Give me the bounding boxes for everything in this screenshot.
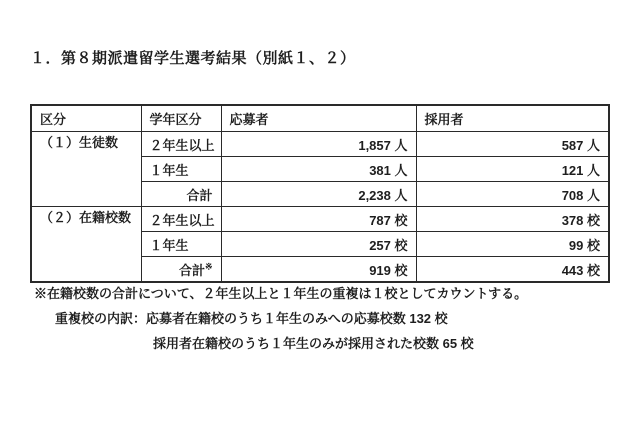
applicants-cell: 1,857 人 [221, 132, 416, 157]
total-cell: 合計 [141, 182, 221, 207]
accepted-cell: 443 校 [416, 257, 609, 283]
grade-cell: １年生 [141, 157, 221, 182]
applicants-cell: 381 人 [221, 157, 416, 182]
section1-label: （１）生徒数 [31, 132, 141, 207]
total-cell [141, 257, 221, 283]
applicants-cell: 787 校 [221, 207, 416, 232]
col-header-category: 区分 [31, 105, 141, 132]
footnotes [30, 281, 527, 356]
table-header-row [31, 105, 609, 132]
accepted-cell: 121 人 [416, 157, 609, 182]
accepted-cell: 378 校 [416, 207, 609, 232]
col-header-accepted: 採用者 [416, 105, 609, 132]
results-table [30, 104, 610, 283]
accepted-cell: 708 人 [416, 182, 609, 207]
footnote-line-2: 重複校の内訳：応募者在籍校のうち１年生のみへの応募校数 132 校 [55, 311, 448, 326]
page-title: １．第８期派遣留学生選考結果（別紙１、２） [30, 50, 356, 67]
footnote-line-3: 採用者在籍校のうち１年生のみが採用された校数 65 校 [153, 336, 474, 351]
footnote-reference-mark: ※ [204, 261, 213, 272]
footnote-line-1: ※在籍校数の合計について、２年生以上と１年生の重複は１校としてカウントする。 [34, 286, 528, 301]
col-header-applicants: 応募者 [221, 105, 416, 132]
col-header-grade: 学年区分 [141, 105, 221, 132]
accepted-cell: 99 校 [416, 232, 609, 257]
total-label: 合計 [178, 262, 205, 278]
grade-cell: １年生 [141, 232, 221, 257]
grade-cell: ２年生以上 [141, 132, 221, 157]
applicants-cell: 257 校 [221, 232, 416, 257]
table-row [31, 132, 609, 157]
section2-label: （２）在籍校数 [31, 207, 141, 283]
accepted-cell: 587 人 [416, 132, 609, 157]
grade-cell: ２年生以上 [141, 207, 221, 232]
applicants-cell: 2,238 人 [221, 182, 416, 207]
applicants-cell: 919 校 [221, 257, 416, 283]
table-row [31, 207, 609, 232]
